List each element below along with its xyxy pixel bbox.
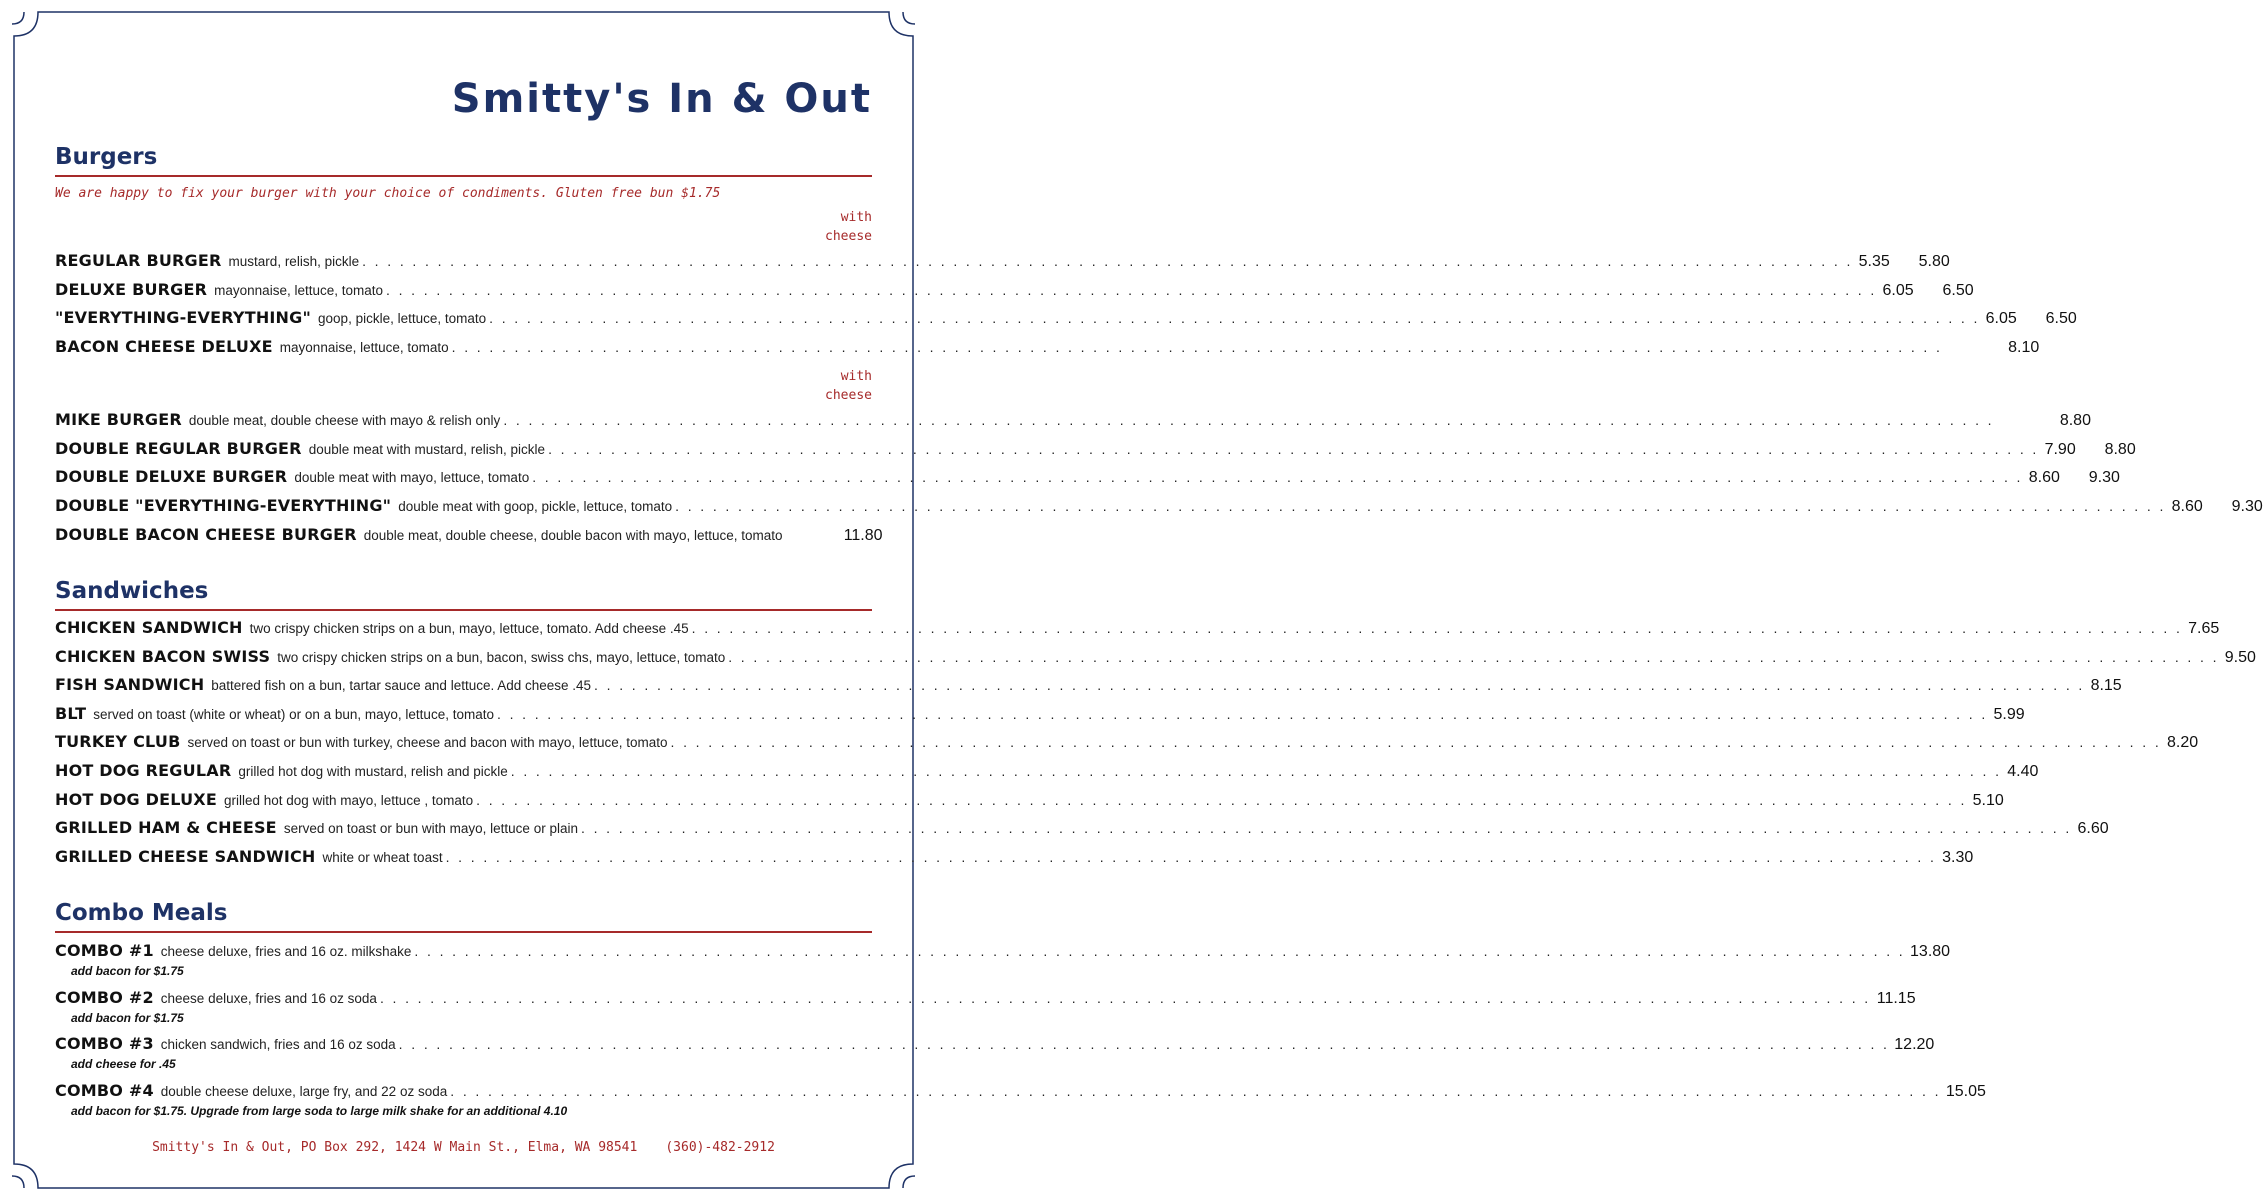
- item-price: 8.60: [2171, 498, 2203, 516]
- item-description: served on toast or bun with mayo, lettuce or plain: [283, 821, 578, 837]
- item-price: 9.50: [2224, 648, 2256, 666]
- menu-item: [55, 496, 2263, 525]
- footer-address: Smitty's In & Out, PO Box 292, 1424 W Main St., Elma, WA 98541: [152, 1140, 638, 1155]
- combo-item: [55, 1034, 1935, 1081]
- combo-name: COMBO #4: [55, 1080, 154, 1100]
- combo-addon-note: add cheese for .45: [71, 1057, 176, 1071]
- burgers-group-2: [55, 410, 2263, 553]
- menu-item: [55, 846, 1974, 876]
- with-cheese-label: with cheese: [825, 210, 872, 244]
- item-name: DOUBLE "EVERYTHING-EVERYTHING": [55, 496, 392, 516]
- item-price: 3.30: [1942, 848, 1974, 866]
- item-price-with-cheese: 9.30: [2088, 469, 2120, 487]
- item-price-with-cheese: 8.80: [2059, 412, 2091, 429]
- item-name: GRILLED HAM & CHEESE: [55, 818, 277, 838]
- item-price: 8.15: [2090, 677, 2122, 695]
- item-name: REGULAR BURGER: [55, 251, 222, 270]
- leader-dots: [386, 282, 1877, 298]
- combo-addon-note: add bacon for $1.75: [71, 1010, 184, 1025]
- footer: [0, 1140, 927, 1155]
- item-description: two crispy chicken strips on a bun, bacon, swiss chs, mayo, lettuce, tomato: [277, 649, 726, 665]
- combo-price: 11.15: [1876, 989, 1916, 1007]
- item-description: grilled hot dog with mustard, relish and pickle: [238, 763, 508, 779]
- item-price-with-cheese: 6.50: [2045, 310, 2077, 328]
- menu-item: [55, 732, 2199, 761]
- item-description: white or wheat toast: [322, 849, 443, 865]
- item-name: MIKE BURGER: [55, 410, 182, 429]
- combo-price: 12.20: [1894, 1036, 1935, 1053]
- menu-item: [55, 703, 2025, 733]
- item-description: two crispy chicken strips on a bun, mayo, lettuce, tomato. Add cheese .45: [249, 621, 689, 636]
- menu-item: [55, 760, 2039, 790]
- combo-addon-note: add bacon for $1.75: [71, 964, 184, 978]
- leader-dots: [450, 1083, 1941, 1099]
- item-name: HOT DOG REGULAR: [55, 760, 232, 780]
- item-description: served on toast (white or wheat) or on a bun, mayo, lettuce, tomato: [93, 706, 494, 722]
- item-price: 7.90: [2044, 440, 2076, 458]
- combo-name: COMBO #1: [55, 941, 154, 960]
- item-price: 6.05: [1882, 281, 1914, 299]
- footer-phone: (360)-482-2912: [665, 1140, 775, 1155]
- menu-item: [55, 337, 2040, 366]
- section-heading-combos: Combo Meals: [55, 899, 872, 933]
- item-name: CHICKEN BACON SWISS: [55, 646, 271, 666]
- combo-description: double cheese deluxe, large fry, and 22 oz soda: [160, 1083, 448, 1099]
- combo-description: chicken sandwich, fries and 16 oz soda: [160, 1037, 396, 1052]
- leader-dots: [446, 849, 1937, 865]
- menu-item: [55, 308, 2077, 337]
- combo-description: cheese deluxe, fries and 16 oz. milkshake: [160, 944, 412, 959]
- combo-name: COMBO #3: [55, 1034, 154, 1053]
- combo-addon-note: add bacon for $1.75. Upgrade from large soda to large milk shake for an additional 4.10: [71, 1103, 568, 1118]
- item-name: DOUBLE REGULAR BURGER: [55, 438, 302, 458]
- item-price: 8.20: [2167, 734, 2199, 752]
- item-description: mayonnaise, lettuce, tomato: [214, 282, 383, 298]
- item-price: 7.65: [2188, 620, 2220, 637]
- item-price-with-cheese: 9.30: [2231, 498, 2263, 516]
- item-description: grilled hot dog with mayo, lettuce , tomato: [223, 792, 474, 808]
- item-name: HOT DOG DELUXE: [55, 789, 217, 809]
- item-description: mustard, relish, pickle: [228, 254, 360, 269]
- leader-dots: [670, 734, 2161, 750]
- leader-dots: [728, 649, 2219, 665]
- burgers-group-1: [55, 251, 2077, 366]
- menu-item: [55, 789, 2004, 819]
- combo-row: [55, 1034, 1935, 1056]
- item-price-with-cheese: 8.80: [2104, 440, 2136, 458]
- item-name: BACON CHEESE DELUXE: [55, 337, 273, 357]
- item-description: double meat with goop, pickle, lettuce, tomato: [398, 499, 673, 515]
- item-description: double meat with mustard, relish, pickle: [308, 441, 546, 457]
- item-price: 5.99: [1993, 705, 2025, 723]
- burgers-note: We are happy to fix your burger with your choice of condiments. Gluten free bun $1.75: [55, 186, 721, 201]
- menu-item: [55, 675, 2122, 704]
- leader-dots: [692, 620, 2183, 636]
- section-heading-sandwiches: Sandwiches: [55, 577, 872, 611]
- item-name: "EVERYTHING-EVERYTHING": [55, 308, 312, 328]
- item-price: 6.05: [1985, 310, 2017, 328]
- combo-price: 15.05: [1945, 1082, 1986, 1100]
- item-description: double meat, double cheese with mayo & relish only: [188, 413, 501, 428]
- leader-dots: [511, 763, 2002, 779]
- item-description: goop, pickle, lettuce, tomato: [318, 311, 487, 327]
- restaurant-title: Smitty's In & Out: [451, 76, 872, 122]
- leader-dots: [452, 339, 1943, 355]
- menu-item: [55, 818, 2109, 847]
- item-price: 6.60: [2077, 820, 2109, 838]
- item-description: double meat with mayo, lettuce, tomato: [294, 470, 530, 486]
- leader-dots: [414, 943, 1905, 959]
- item-price: 5.10: [1972, 791, 2004, 809]
- item-price: 5.35: [1858, 253, 1890, 270]
- leader-dots: [380, 990, 1871, 1006]
- combo-row: [55, 1080, 1986, 1103]
- item-description: battered fish on a bun, tartar sauce and lettuce. Add cheese .45: [211, 678, 592, 694]
- item-price-with-cheese: 6.50: [1942, 281, 1974, 299]
- sandwiches-list: [55, 618, 2256, 875]
- combo-row: [55, 941, 1951, 963]
- leader-dots: [581, 820, 2072, 836]
- combos-list: [55, 941, 1986, 1127]
- item-name: DOUBLE BACON CHEESE BURGER: [55, 524, 357, 544]
- combo-row: [55, 987, 1916, 1010]
- item-price-with-cheese: 5.80: [1918, 253, 1950, 270]
- leader-dots: [497, 706, 1988, 722]
- combo-price: 13.80: [1910, 943, 1951, 960]
- leader-dots: [476, 792, 1967, 808]
- combo-name: COMBO #2: [55, 987, 154, 1007]
- item-name: CHICKEN SANDWICH: [55, 618, 243, 637]
- item-name: TURKEY CLUB: [55, 732, 181, 752]
- leader-dots: [675, 498, 2166, 514]
- leader-dots: [594, 677, 2085, 693]
- item-price: 8.60: [2028, 469, 2060, 487]
- combo-item: [55, 987, 1916, 1035]
- combo-description: cheese deluxe, fries and 16 oz soda: [160, 990, 377, 1006]
- leader-dots: [399, 1036, 1890, 1052]
- item-name: DELUXE BURGER: [55, 279, 208, 299]
- item-price: 4.40: [2007, 762, 2039, 780]
- item-name: GRILLED CHEESE SANDWICH: [55, 846, 316, 866]
- item-name: BLT: [55, 703, 87, 723]
- menu-item: [55, 467, 2120, 496]
- leader-dots: [532, 469, 2023, 485]
- menu-item: [55, 618, 2220, 647]
- menu-item: [55, 410, 2091, 439]
- item-name: FISH SANDWICH: [55, 675, 205, 695]
- leader-dots: [503, 412, 1994, 428]
- menu-item: [55, 646, 2256, 676]
- with-cheese-label-2: with cheese: [825, 369, 872, 403]
- leader-dots: [362, 253, 1853, 269]
- combo-item: [55, 941, 1951, 988]
- item-price-with-cheese: 11.80: [843, 526, 883, 544]
- combo-item: [55, 1080, 1986, 1128]
- item-description: double meat, double cheese, double bacon with mayo, lettuce, tomato: [363, 527, 783, 543]
- section-heading-burgers: Burgers: [55, 143, 872, 177]
- leader-dots: [489, 310, 1980, 326]
- item-price-with-cheese: 8.10: [2008, 339, 2040, 357]
- leader-dots: [548, 441, 2039, 457]
- menu-item: [55, 438, 2136, 468]
- menu-item: [55, 251, 1950, 280]
- menu-item: [55, 279, 1974, 309]
- menu-item: [55, 524, 883, 554]
- item-name: DOUBLE DELUXE BURGER: [55, 467, 288, 487]
- item-description: mayonnaise, lettuce, tomato: [279, 340, 449, 356]
- item-description: served on toast or bun with turkey, cheese and bacon with mayo, lettuce, tomato: [187, 735, 668, 751]
